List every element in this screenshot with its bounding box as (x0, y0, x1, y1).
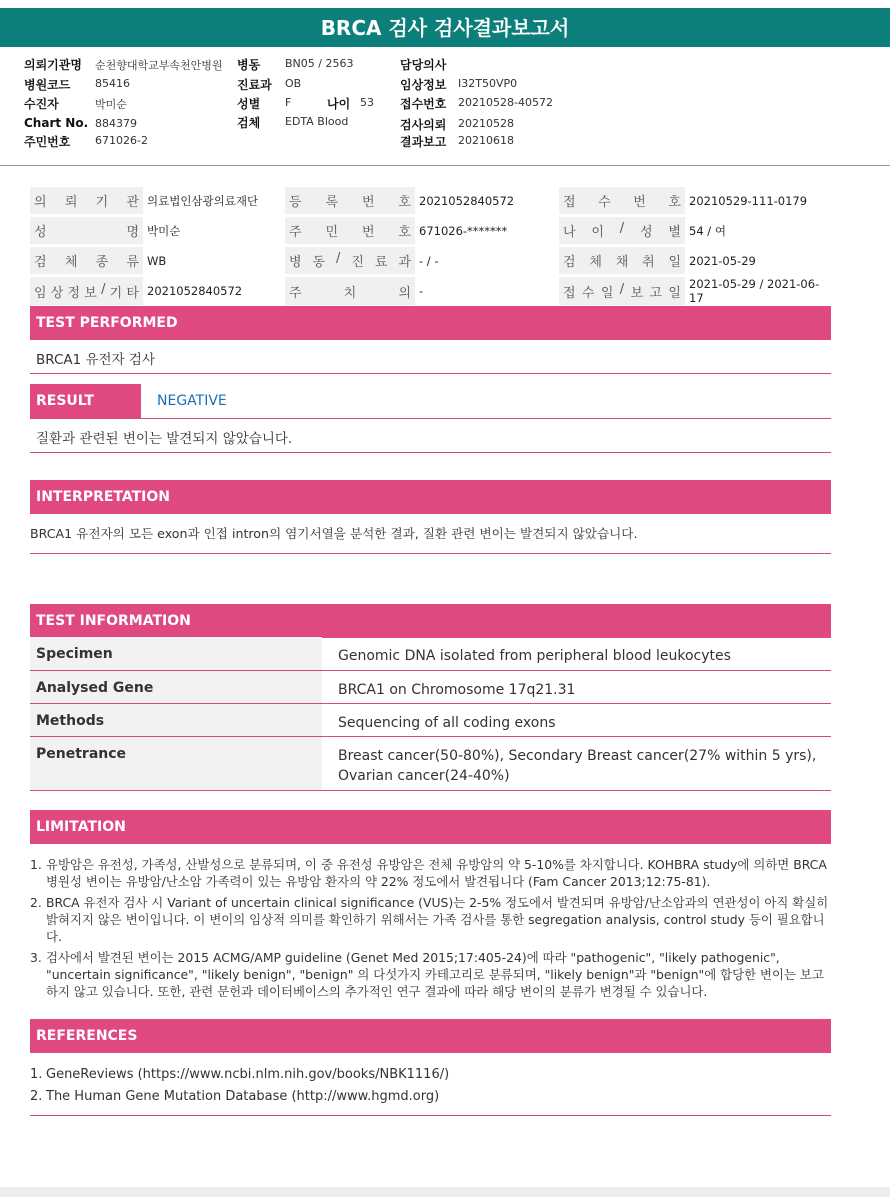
label-char: 이 (591, 225, 604, 240)
label-char: 번 (361, 225, 375, 240)
chart-no-value: 884379 (95, 117, 137, 130)
reference-item-text: The Human Gene Mutation Database (http://www.hgmd.org) (46, 1089, 440, 1104)
label-char: 체 (64, 255, 78, 270)
specimen-info-grid (30, 187, 831, 308)
info-grid-label (285, 276, 415, 307)
request-date-label: 검사의뢰 (400, 118, 447, 132)
divider (30, 452, 831, 453)
info-grid-value: - (415, 276, 559, 307)
report-date-label: 결과보고 (400, 135, 447, 149)
label-char: 관 (126, 195, 139, 210)
sex-value: F (285, 96, 292, 109)
label-char: 상 (50, 285, 64, 301)
test-performed-heading: TEST PERFORMED (30, 306, 831, 340)
info-grid-value: 2021052840572 (415, 187, 559, 216)
institution-label: 의뢰기관명 (24, 58, 82, 72)
limitation-list (30, 856, 831, 1004)
label-char: 등 (289, 195, 302, 210)
test-info-value: Sequencing of all coding exons (322, 703, 831, 736)
specimen-value: EDTA Blood (285, 115, 349, 128)
sex-label: 성별 (237, 97, 261, 111)
info-grid-label-text (563, 221, 681, 240)
test-info-value: BRCA1 on Chromosome 17q21.31 (322, 670, 831, 703)
limitation-item (30, 949, 831, 1000)
info-grid-label (285, 187, 415, 216)
label-char: 나 (563, 225, 576, 240)
info-grid-label (559, 246, 685, 276)
label-char: 진 (351, 255, 364, 270)
info-grid-value: 2021-05-29 / 2021-06-17 (685, 276, 831, 307)
limitation-item-text: BRCA 유전자 검사 시 Variant of uncertain clinical significance (VUS)는 2-5% 정도에서 발견되며 유방암/난소암과의 연관성이 아직 확실히 밝혀지지 않은 변이입니다. 이 변이의 임상적 의미를 확인하기 위해서는 가족 검사를 통한 segregation analysis, control study 등이 필요합니다. (46, 895, 829, 944)
test-info-key: Analysed Gene (30, 670, 322, 703)
info-grid-value: 박미순 (143, 216, 285, 246)
page-footer-strip (0, 1187, 890, 1197)
result-text: 질환과 관련된 변이는 발견되지 않았습니다. (36, 431, 293, 447)
ward-value: BN05 / 2563 (285, 57, 354, 70)
request-date-value: 20210528 (458, 117, 514, 130)
ward-label: 병동 (237, 58, 261, 72)
info-grid-label (559, 216, 685, 246)
result-row (30, 384, 831, 418)
test-information-table (30, 637, 831, 791)
label-char: 일 (668, 285, 681, 301)
test-info-key: Methods (30, 703, 322, 736)
divider (30, 553, 831, 554)
label-char: 취 (642, 255, 655, 270)
label-char: 채 (615, 255, 629, 270)
clinical-label: 임상정보 (400, 78, 447, 92)
list-number: 1. (30, 1067, 43, 1082)
label-char: 명 (126, 225, 139, 240)
patient-header (0, 50, 890, 166)
info-grid-value: 의료법인삼광의료재단 (143, 187, 285, 216)
test-info-row (30, 637, 831, 670)
label-char: 성 (34, 225, 47, 240)
label-char: 수 (598, 195, 611, 210)
info-grid-label (285, 216, 415, 246)
info-grid-row (30, 216, 831, 246)
label-char: 호 (398, 195, 411, 210)
info-grid-value: - / - (415, 246, 559, 276)
limitation-heading: LIMITATION (30, 810, 831, 844)
info-grid-value: 2021-05-29 (685, 246, 831, 276)
list-number: 2. (30, 1089, 43, 1104)
label-char: 병 (289, 255, 302, 270)
accession-label: 접수번호 (400, 97, 447, 111)
label-char: 수 (581, 285, 595, 301)
test-info-row (30, 703, 831, 736)
institution-value: 순천향대학교부속천안병원 (95, 59, 223, 72)
label-char: 호 (668, 195, 681, 210)
info-grid-label (559, 276, 685, 307)
interpretation-text: BRCA1 유전자의 모든 exon과 인접 intron의 염기서열을 분석한 결과, 질환 관련 변이는 발견되지 않았습니다. (30, 526, 638, 541)
hospital-code-label: 병원코드 (24, 78, 71, 92)
info-grid-label (285, 246, 415, 276)
info-grid-label-text (289, 221, 411, 240)
references-list (30, 1066, 831, 1110)
rrn-label: 주민번호 (24, 135, 71, 149)
reference-item (30, 1088, 831, 1105)
label-char: 체 (589, 255, 602, 270)
label-char: 료 (374, 255, 388, 270)
info-grid-value: 671026-******* (415, 216, 559, 246)
label-char: 정 (67, 285, 81, 301)
test-info-row (30, 670, 831, 703)
label-char: 번 (361, 195, 375, 210)
limitation-item (30, 856, 831, 890)
info-grid-label-text (34, 191, 139, 210)
label-char: / (619, 281, 625, 297)
info-grid-value: WB (143, 246, 285, 276)
reference-item-text: GeneReviews (https://www.ncbi.nlm.nih.gov/books/NBK1116/) (46, 1067, 450, 1082)
info-grid-label-text (34, 251, 139, 270)
info-grid-label-text (289, 282, 411, 301)
label-char: 기 (109, 285, 123, 301)
info-grid-label-text (563, 282, 681, 301)
info-grid-label-text (563, 191, 681, 210)
dept-label: 진료과 (237, 78, 272, 92)
label-char: 보 (630, 285, 644, 301)
divider (30, 1115, 831, 1116)
test-performed-text: BRCA1 유전자 검사 (36, 352, 156, 368)
accession-value: 20210528-40572 (458, 96, 553, 109)
label-char: 기 (95, 195, 109, 210)
result-heading: RESULT (30, 384, 141, 418)
doctor-label: 담당의사 (400, 58, 447, 72)
test-info-key: Penetrance (30, 736, 322, 790)
label-char: / (101, 281, 106, 297)
list-number: 2. (30, 895, 42, 910)
specimen-label: 검체 (237, 116, 261, 130)
examinee-value: 박미순 (95, 98, 127, 111)
limitation-item-text: 검사에서 발견된 변이는 2015 ACMG/AMP guideline (Genet Med 2015;17:405-24)에 따라 "pathogenic", "likely pathogenic", "uncertain significance", "likely benign", "benign" 의 다섯가지 카테고리로 분류되며, "likely benign"과 "benign"에 합당한 변이는 보고하지 않고 있습니다. 또한, 관련 문헌과 데이터베이스의 추가적인 연구 결과에 따라 해당 변이의 분류가 변경될 수 있습니다. (46, 950, 824, 999)
label-char: 임 (34, 285, 47, 301)
info-grid-label-text (289, 251, 411, 270)
label-char: 과 (398, 255, 411, 270)
info-grid-value: 2021052840572 (143, 276, 285, 307)
label-char: 일 (668, 255, 681, 270)
label-char: 검 (563, 255, 576, 270)
reference-item (30, 1066, 831, 1083)
label-char: / (336, 251, 341, 266)
info-grid-label (30, 276, 143, 307)
label-char: 류 (126, 255, 139, 270)
hospital-code-value: 85416 (95, 77, 130, 90)
test-info-value: Breast cancer(50-80%), Secondary Breast cancer(27% within 5 yrs), Ovarian cancer(24-40%) (322, 736, 831, 790)
divider (30, 373, 831, 374)
interpretation-heading: INTERPRETATION (30, 480, 831, 514)
info-grid-label (559, 187, 685, 216)
test-info-row (30, 736, 831, 790)
label-char: 민 (325, 225, 339, 240)
result-value: NEGATIVE (157, 393, 227, 409)
info-grid-value: 20210529-111-0179 (685, 187, 831, 216)
info-grid-row (30, 187, 831, 216)
label-char: 검 (34, 255, 47, 270)
info-grid-value: 54 / 여 (685, 216, 831, 246)
label-char: 호 (398, 225, 411, 240)
label-char: 의 (34, 195, 47, 210)
label-char: 보 (84, 285, 97, 301)
label-char: 주 (289, 225, 302, 240)
label-char: 성 (640, 225, 653, 240)
label-char: 타 (126, 285, 139, 301)
info-grid-label-text (563, 251, 681, 270)
label-char: 동 (312, 255, 326, 270)
info-grid-label (30, 246, 143, 276)
test-info-value: Genomic DNA isolated from peripheral blood leukocytes (322, 637, 831, 670)
label-char: 고 (649, 285, 662, 301)
list-number: 1. (30, 857, 42, 872)
report-title: BRCA 검사 검사결과보고서 (0, 8, 890, 47)
label-char: 접 (563, 285, 576, 301)
info-grid-label-text (34, 221, 139, 240)
info-grid-label (30, 216, 143, 246)
label-char: 종 (95, 255, 109, 270)
test-info-key: Specimen (30, 637, 322, 670)
label-char: 접 (563, 195, 576, 210)
divider (30, 418, 831, 419)
list-number: 3. (30, 950, 42, 965)
references-heading: REFERENCES (30, 1019, 831, 1053)
test-information-heading: TEST INFORMATION (30, 604, 831, 638)
limitation-item-text: 유방암은 유전성, 가족성, 산발성으로 분류되며, 이 중 유전성 유방암은 전체 유방암의 약 5-10%를 차지합니다. KOHBRA study에 의하면 BRCA 병원성 변이는 유방암/난소암 가족력이 있는 유방암 환자의 약 22% 정도에서 발견됩니다 (Fam Cancer 2013;12:75-81). (46, 857, 827, 889)
label-char: 록 (325, 195, 339, 210)
info-grid-label-text (34, 282, 139, 301)
info-grid-label (30, 187, 143, 216)
label-char: 주 (289, 285, 302, 301)
chart-no-label: Chart No. (24, 116, 89, 130)
label-char: 번 (633, 195, 646, 210)
age-value: 53 (360, 96, 374, 109)
label-char: 별 (668, 225, 681, 240)
report-date-value: 20210618 (458, 134, 514, 147)
age-label: 나이 (327, 97, 351, 111)
limitation-item (30, 894, 831, 945)
info-grid-row (30, 276, 831, 307)
label-char: 뢰 (64, 195, 78, 210)
label-char: / (619, 221, 625, 236)
clinical-value: I32T50VP0 (458, 77, 518, 90)
rrn-value: 671026-2 (95, 134, 148, 147)
label-char: 일 (600, 285, 614, 301)
label-char: 치 (343, 285, 357, 301)
info-grid-label-text (289, 191, 411, 210)
examinee-label: 수진자 (24, 97, 59, 111)
dept-value: OB (285, 77, 302, 90)
label-char: 의 (398, 285, 411, 301)
info-grid-row (30, 246, 831, 276)
